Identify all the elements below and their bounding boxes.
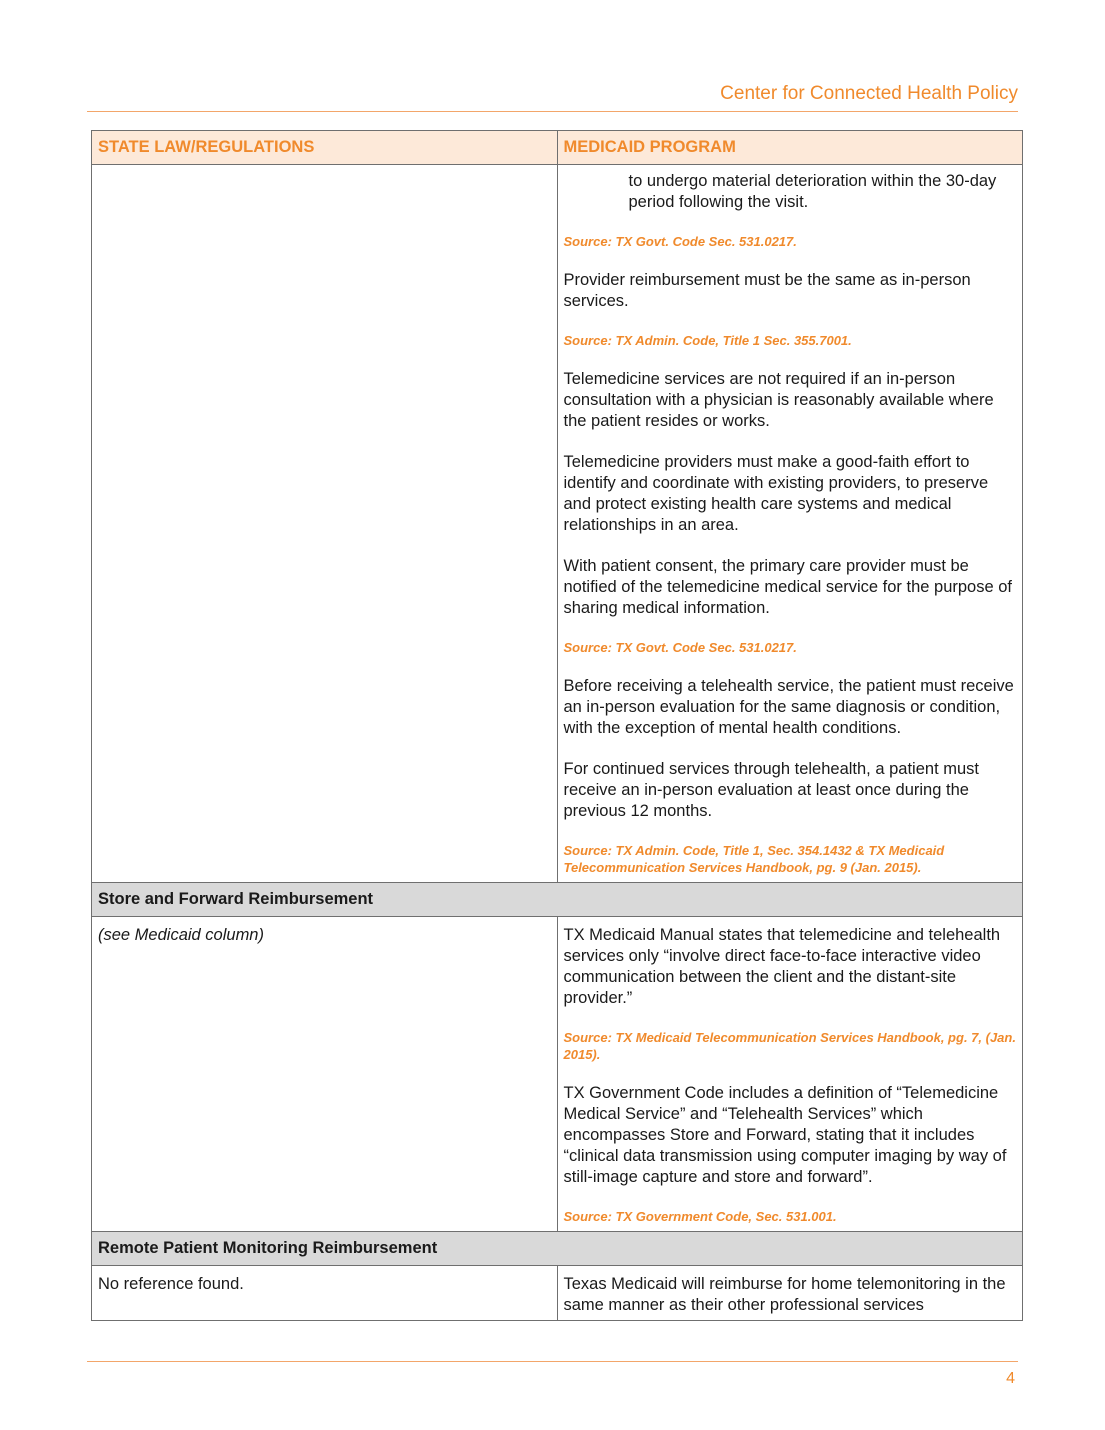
continued-paragraph: to undergo material deterioration within the 30-day period following the visit. [628,172,997,211]
table-header-row [92,131,1023,165]
section-title-rpm: Remote Patient Monitoring Reimbursement [92,1232,1023,1266]
paragraph: Telemedicine services are not required if an in-person consultation with a physician is reasonably available where the patient resides or works. [563,370,994,430]
source-citation: Source: TX Govt. Code Sec. 531.0217. [563,640,797,655]
table-row-store-forward [92,917,1023,1232]
paragraph: Texas Medicaid will reimburse for home telemonitoring in the same manner as their other professional services [563,1275,1006,1314]
state-law-cell-store-forward [92,917,558,1232]
column-header-state-law: STATE LAW/REGULATIONS [92,131,558,165]
state-law-cell-rpm [92,1266,558,1321]
source-citation: Source: TX Medicaid Telecommunication Services Handbook, pg. 7, (Jan. 2015). [563,1030,1016,1062]
table-row-rpm [92,1266,1023,1321]
table-row-continued [92,165,1023,883]
paragraph: Provider reimbursement must be the same as in-person services. [563,271,971,310]
footer-divider [87,1361,1018,1362]
header-divider [87,111,1018,112]
source-citation: Source: TX Admin. Code, Title 1 Sec. 355.7001. [563,333,852,348]
policy-table [91,130,1023,1321]
paragraph: TX Government Code includes a definition of “Telemedicine Medical Service” and “Telehealth Services” which encompasses Store and Forward, stating that it includes “clinical data transmission using computer imaging by way of still-image capture and store and forward”. [563,1084,1007,1186]
page-number: 4 [1006,1370,1015,1387]
paragraph: TX Medicaid Manual states that telemedicine and telehealth services only “involve direct face-to-face interactive video communication between the client and the distant-site provider.” [563,926,1001,1007]
medicaid-cell-store-forward [557,917,1023,1232]
medicaid-cell-rpm [557,1266,1023,1321]
section-row-rpm [92,1232,1023,1266]
paragraph: With patient consent, the primary care provider must be notified of the telemedicine medical service for the purpose of sharing medical information. [563,557,1012,617]
paragraph: Telemedicine providers must make a good-faith effort to identify and coordinate with existing providers, to preserve and protect existing health care systems and medical relationships in an area. [563,453,989,534]
section-row-store-forward [92,883,1023,917]
state-law-cell-empty [92,165,558,883]
paragraph: Before receiving a telehealth service, the patient must receive an in-person evaluation for the same diagnosis or condition, with the exception of mental health conditions. [563,677,1014,737]
medicaid-cell-continued [557,165,1023,883]
paragraph: For continued services through telehealth, a patient must receive an in-person evaluation at least once during the previous 12 months. [563,760,979,820]
source-citation: Source: TX Govt. Code Sec. 531.0217. [563,234,797,249]
header-organization: Center for Connected Health Policy [720,83,1018,104]
source-citation: Source: TX Admin. Code, Title 1, Sec. 354.1432 & TX Medicaid Telecommunication Services Handbook, pg. 9 (Jan. 2015). [563,843,945,875]
source-citation: Source: TX Government Code, Sec. 531.001. [563,1209,837,1224]
state-law-text: (see Medicaid column) [98,926,264,944]
state-law-text: No reference found. [98,1275,244,1293]
section-title-store-forward: Store and Forward Reimbursement [92,883,1023,917]
column-header-medicaid: MEDICAID PROGRAM [557,131,1023,165]
